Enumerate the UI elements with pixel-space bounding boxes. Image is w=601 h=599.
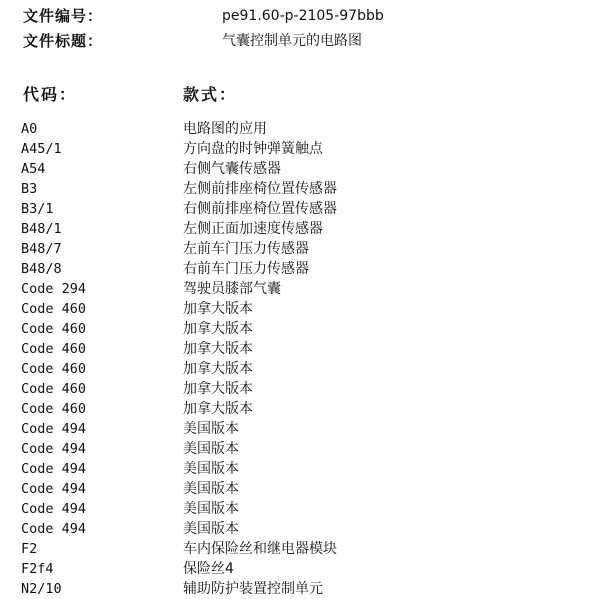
component-description: 右侧前排座椅位置传感器 bbox=[183, 201, 337, 217]
component-description: 左侧正面加速度传感器 bbox=[183, 221, 323, 237]
component-description: 加拿大版本 bbox=[183, 301, 253, 317]
component-code: Code 460 bbox=[21, 301, 87, 317]
component-description: 车内保险丝和继电器模块 bbox=[183, 541, 337, 557]
code-column-header: 代码： bbox=[23, 85, 78, 104]
component-code: Code 494 bbox=[21, 421, 87, 437]
component-description: 驾驶员膝部气囊 bbox=[183, 281, 281, 297]
component-description: 美国版本 bbox=[183, 461, 239, 477]
component-code: N2/10 bbox=[21, 581, 62, 597]
component-description: 美国版本 bbox=[183, 421, 239, 437]
component-description: 美国版本 bbox=[183, 481, 239, 497]
doc-title-value: 气囊控制单元的电路图 bbox=[222, 33, 362, 49]
component-code: Code 494 bbox=[21, 521, 87, 537]
component-code: Code 494 bbox=[21, 461, 87, 477]
component-description: 加拿大版本 bbox=[183, 321, 253, 337]
component-description: 左侧前排座椅位置传感器 bbox=[183, 181, 337, 197]
component-description: 左前车门压力传感器 bbox=[183, 241, 309, 257]
component-code: Code 460 bbox=[21, 361, 87, 377]
component-description: 加拿大版本 bbox=[183, 401, 253, 417]
component-description: 辅助防护装置控制单元 bbox=[183, 581, 323, 597]
component-code: Code 460 bbox=[21, 401, 87, 417]
component-code: Code 494 bbox=[21, 441, 87, 457]
doc-number-label: 文件编号： bbox=[23, 7, 104, 25]
component-code: Code 460 bbox=[21, 321, 87, 337]
doc-number-value: pe91.60-p-2105-97bbb bbox=[222, 8, 384, 24]
component-description: 加拿大版本 bbox=[183, 341, 253, 357]
component-code: B3 bbox=[21, 181, 38, 197]
component-code: F2 bbox=[21, 541, 38, 557]
component-description: 加拿大版本 bbox=[183, 381, 253, 397]
component-code: Code 460 bbox=[21, 341, 87, 357]
component-code: Code 460 bbox=[21, 381, 87, 397]
component-description: 美国版本 bbox=[183, 501, 239, 517]
component-code: Code 494 bbox=[21, 481, 87, 497]
component-description: 美国版本 bbox=[183, 521, 239, 537]
component-code: A0 bbox=[21, 121, 38, 137]
component-description: 电路图的应用 bbox=[183, 121, 267, 137]
doc-title-label: 文件标题： bbox=[23, 32, 104, 50]
component-description: 方向盘的时钟弹簧触点 bbox=[183, 141, 323, 157]
component-description: 美国版本 bbox=[183, 441, 239, 457]
component-code: B3/1 bbox=[21, 201, 54, 217]
style-column-header: 款式： bbox=[183, 85, 238, 104]
component-code: B48/7 bbox=[21, 241, 62, 257]
component-description: 保险丝4 bbox=[183, 561, 234, 577]
component-code: A54 bbox=[21, 161, 46, 177]
component-code: A45/1 bbox=[21, 141, 62, 157]
component-description: 加拿大版本 bbox=[183, 361, 253, 377]
component-code: B48/1 bbox=[21, 221, 62, 237]
component-code: Code 294 bbox=[21, 281, 87, 297]
component-code: F2f4 bbox=[21, 561, 54, 577]
component-code: Code 494 bbox=[21, 501, 87, 517]
component-code: B48/8 bbox=[21, 261, 62, 277]
component-description: 右前车门压力传感器 bbox=[183, 261, 309, 277]
component-description: 右侧气囊传感器 bbox=[183, 161, 281, 177]
